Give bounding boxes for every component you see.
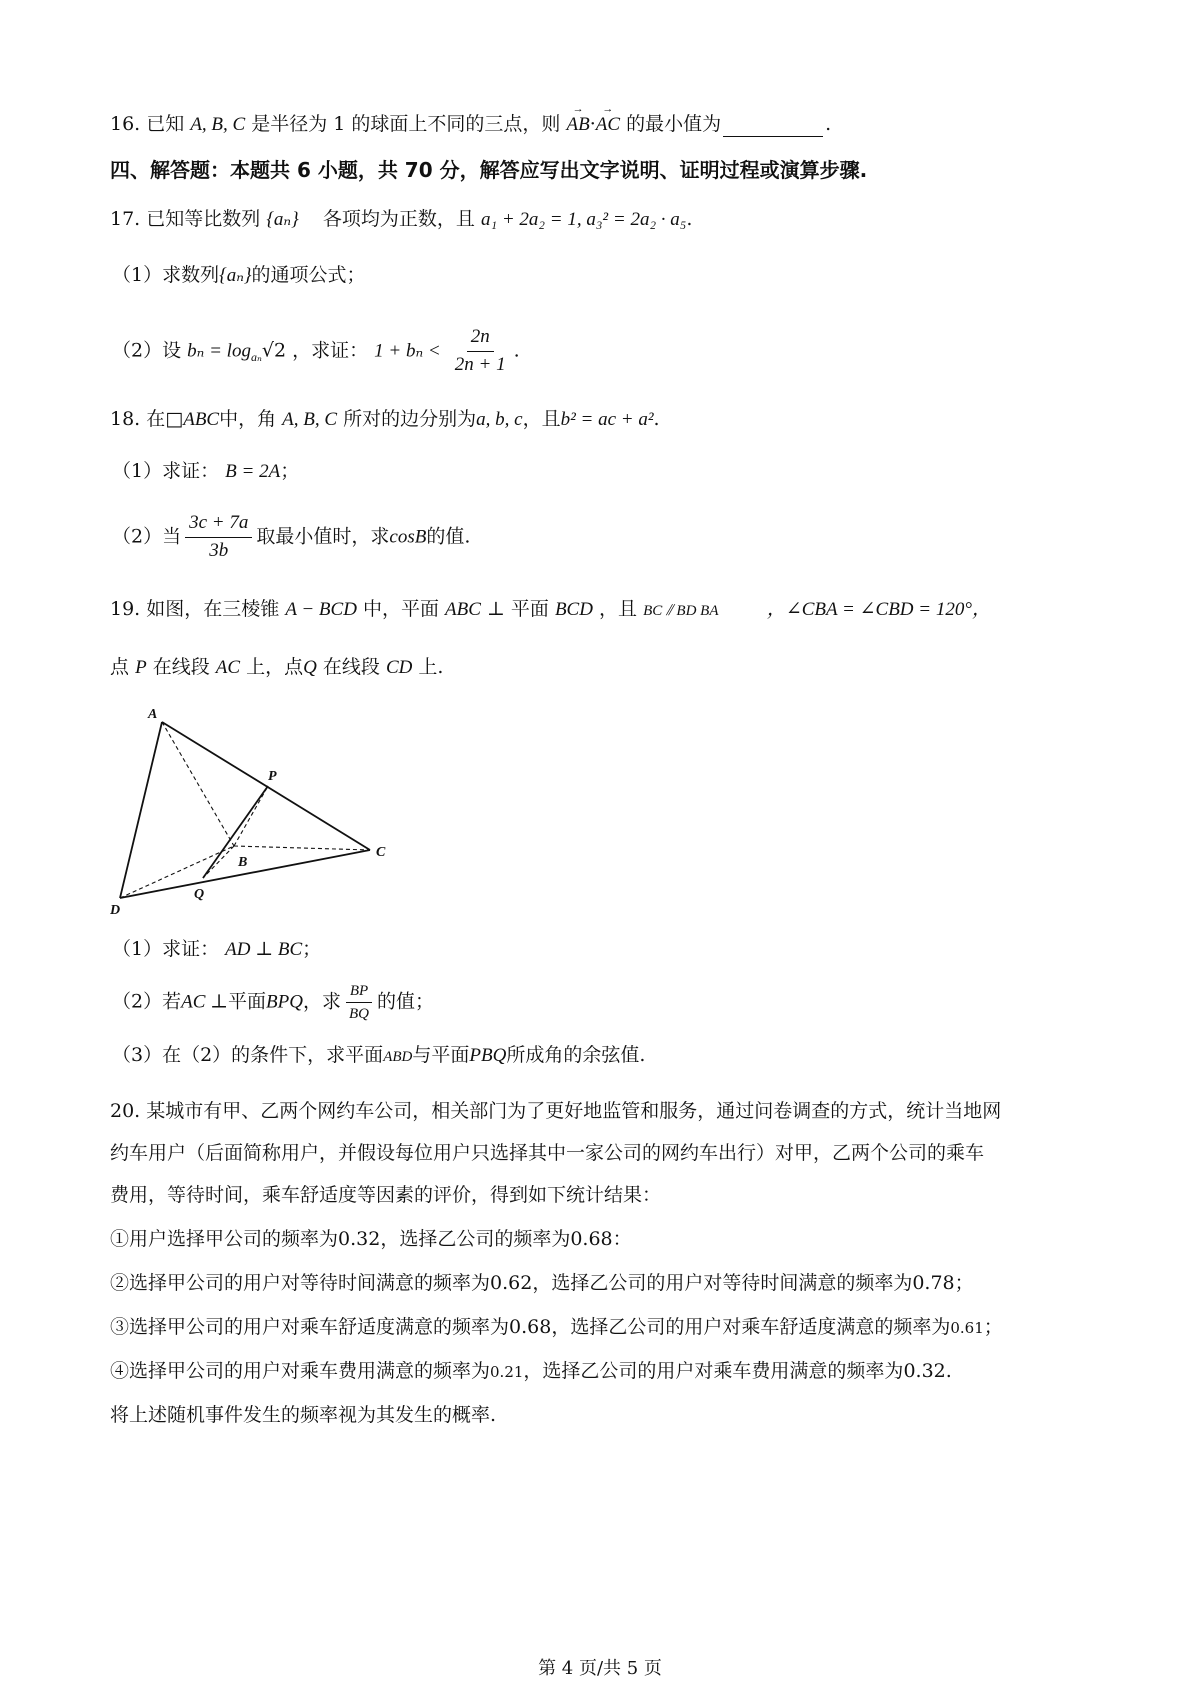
- answer-blank: [723, 118, 823, 137]
- page-footer: 第 4 页/共 5 页: [538, 1658, 662, 1679]
- fraction: $\frac{3c + 7a}{3b}$: [185, 512, 252, 563]
- segment-pq: [203, 786, 268, 878]
- q17: 17. 已知等比数列 {aₙ} 各项均为正数，且 a₁ + 2a₂ = 1, a₃² = 2a₂ · a₅.: [110, 208, 693, 230]
- q20-last: 将上述随机事件发生的频率视为其发生的概率.: [110, 1404, 497, 1426]
- edge-bc: [234, 846, 370, 850]
- label-b: B: [238, 855, 248, 870]
- tetrahedron-figure: [110, 700, 410, 920]
- label-q: Q: [194, 887, 205, 902]
- q18-part1: （1）求证： B = 2A；: [112, 460, 300, 482]
- q20-item3: ③选择甲公司的用户对乘车舒适度满意的频率为0.68，选择乙公司的用户对乘车舒适度满意的频率为0.61；: [110, 1316, 1003, 1338]
- q19: 19. 如图，在三棱锥 A − BCD 中，平面 ABC ⊥ 平面 BCD ，且 BC ⫽ BD BA ，∠CBA = ∠CBD = 120°，: [110, 598, 991, 620]
- edge-ad: [120, 722, 162, 898]
- section-heading: 四、解答题：本题共 6 小题，共 70 分，解答应写出文字说明、证明过程或演算步骤.: [110, 158, 868, 182]
- q20-line3: 费用，等待时间，乘车舒适度等因素的评价，得到如下统计结果：: [110, 1184, 662, 1206]
- q20-item2: ②选择甲公司的用户对等待时间满意的频率为0.62，选择乙公司的用户对等待时间满意的频率为0.78；: [110, 1272, 974, 1294]
- q17-part2: （2）设 $b_n = \log_{a_n}√2$ ，求证： 1 + bₙ < $\frac{2n}{2n + 1}$ .: [112, 326, 520, 375]
- q20-line1: 20. 某城市有甲、乙两个网约车公司，相关部门为了更好地监管和服务，通过问卷调查的方式，统计当地网: [110, 1100, 1002, 1122]
- q17-part1: （1）求数列{aₙ}的通项公式；: [112, 264, 366, 286]
- q19-part1: （1）求证： AD ⊥ BC；: [112, 938, 322, 960]
- label-p: P: [268, 769, 277, 784]
- vector-ac: → AC: [595, 103, 621, 135]
- segment-bq: [203, 846, 234, 878]
- edge-ab: [162, 722, 234, 846]
- q20-item1: ①用户选择甲公司的频率为0.32，选择乙公司的频率为0.68：: [110, 1228, 632, 1250]
- fraction: $\frac{2n}{2n + 1}$: [454, 326, 506, 375]
- q19-part3: （3）在（2）的条件下，求平面ABD与平面PBQ所成角的余弦值.: [112, 1044, 646, 1066]
- q19-line2: 点 P 在线段 AC 上，点Q 在线段 CD 上.: [110, 656, 444, 678]
- label-a: A: [148, 707, 158, 722]
- label-d: D: [110, 903, 121, 918]
- q20-item4: ④选择甲公司的用户对乘车费用满意的频率为0.21，选择乙公司的用户对乘车费用满意的频率为0.32.: [110, 1360, 952, 1382]
- q20-line2: 约车用户（后面简称用户，并假设每位用户只选择其中一家公司的网约车出行）对甲，乙两个公司的乘车: [110, 1142, 985, 1164]
- vector-ab: → AB: [566, 103, 590, 135]
- label-c: C: [376, 845, 386, 860]
- segment-bp: [234, 786, 268, 846]
- q18: 18. 在□ABC中，角 A, B, C 所对的边分别为a, b, c，且b² = ac + a².: [110, 408, 660, 430]
- q18-part2: （2）当 $\frac{3c + 7a}{3b}$ 取最小值时，求cosB的值.: [112, 512, 471, 561]
- q19-part2: （2）若AC ⊥平面BPQ，求 $\frac{BP}{BQ}$ 的值；: [112, 983, 434, 1022]
- fraction: $\frac{BP}{BQ}$: [345, 982, 373, 1023]
- edge-ac: [162, 722, 370, 850]
- edge-db: [120, 846, 234, 898]
- q16: 16. 已知 A, B, C 是半径为 1 的球面上不同的三点，则 → AB · → AC 的最小值为 .: [110, 103, 832, 135]
